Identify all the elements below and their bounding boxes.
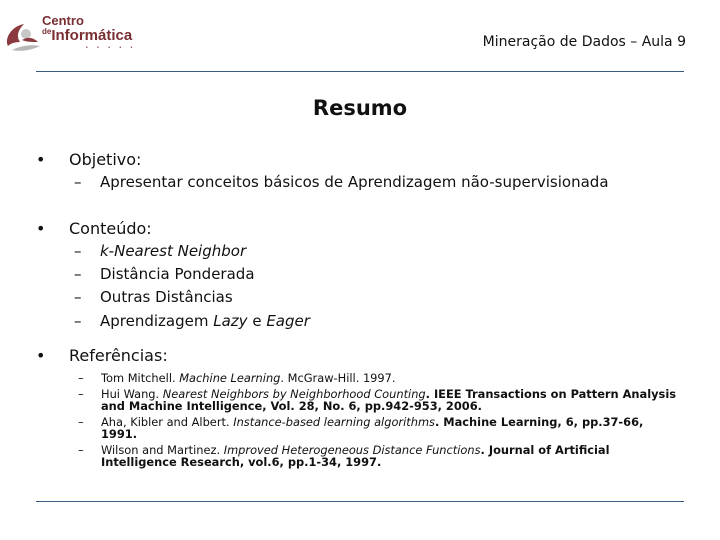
logo-line1: Centro — [42, 13, 84, 28]
reference-title: Nearest Neighbors by Neighborhood Counting — [162, 386, 426, 401]
reference-item: – Hui Wang. Nearest Neighbors by Neighborhood Counting. IEEE Transactions on Pattern Analysis and Machine Intelligence, Vol. 28, No. 6, pp.942-953, 2006. — [78, 386, 677, 413]
logo-swoosh-icon — [2, 16, 46, 60]
reference-authors: Tom Mitchell. — [101, 371, 180, 385]
reference-authors: Hui Wang. — [101, 386, 163, 401]
reference-authors: Wilson and Martinez. — [101, 442, 224, 457]
reference-title: Improved Heterogeneous Distance Functions — [223, 442, 481, 457]
sub-item-text-eager: Eager — [266, 312, 310, 330]
sub-item: – Apresentar conceitos básicos de Aprendizagem não-supervisionada — [74, 173, 609, 191]
header-divider — [36, 71, 684, 72]
reference-details: . Machine Learning, 6, pp.37-66, 1991. — [101, 414, 644, 441]
logo-text — [42, 14, 136, 51]
reference-item: – Aha, Kibler and Albert. Instance-based learning algorithms. Machine Learning, 6, pp.37-66, 1991. — [78, 414, 644, 441]
slide-title: Resumo — [312, 96, 408, 120]
sub-item-text: k-Nearest Neighbor — [100, 242, 247, 260]
centro-de-informatica-logo — [2, 10, 142, 62]
reference-details: . IEEE Transactions on Pattern Analysis and Machine Intelligence, Vol. 28, No. 6, pp.942-953, 2006. — [101, 386, 677, 413]
reference-title: Instance-based learning algorithms — [233, 414, 435, 429]
bullet-referencias — [36, 346, 168, 365]
sub-item: – Aprendizagem Lazy e Eager — [74, 312, 310, 330]
course-title: Mineração de Dados – Aula 9 — [482, 34, 686, 50]
bullet-marker: • — [36, 219, 46, 238]
reference-details: . Journal of Artificial Intelligence Research, vol.6, pp.1-34, 1997. — [101, 442, 610, 469]
sub-item-text-e: e — [247, 312, 267, 330]
bullet-marker: • — [36, 150, 46, 169]
references-list — [78, 372, 678, 472]
reference-title: Machine Learning — [179, 371, 281, 385]
sub-item-text-lazy: Lazy — [213, 312, 248, 330]
sub-item-text: Aprendizagem — [100, 312, 214, 330]
sub-item: – Distância Ponderada — [74, 265, 255, 283]
reference-authors: Aha, Kibler and Albert. — [101, 414, 234, 429]
footer-divider — [36, 501, 684, 502]
bullet-label: Referências: — [69, 346, 168, 365]
logo-line2-main: Informática — [51, 27, 133, 44]
bullet-label: Objetivo: — [69, 150, 142, 169]
logo-tagline: • • • • • — [86, 45, 137, 51]
bullet-conteudo — [36, 219, 152, 238]
logo-line2 — [42, 28, 136, 43]
sub-item: – k-Nearest Neighbor — [74, 242, 247, 260]
bullet-marker: • — [36, 346, 46, 365]
sub-item-text: Outras Distâncias — [100, 288, 233, 306]
reference-item: – Wilson and Martinez. Improved Heterogeneous Distance Functions. Journal of Artificial Intelligence Research, vol.6, pp.1-34, 1997. — [78, 442, 610, 469]
bullet-objetivo — [36, 150, 141, 169]
reference-item: – Tom Mitchell. Machine Learning. McGraw-Hill. 1997. — [78, 371, 396, 385]
reference-details: . McGraw-Hill. 1997. — [280, 371, 396, 385]
sub-item-text: Distância Ponderada — [100, 265, 255, 283]
sub-item-text: Apresentar conceitos básicos de Aprendizagem não-supervisionada — [100, 173, 609, 191]
sub-item: – Outras Distâncias — [74, 288, 233, 306]
logo-line2-prefix: de — [42, 27, 52, 36]
bullet-label: Conteúdo: — [69, 219, 152, 238]
